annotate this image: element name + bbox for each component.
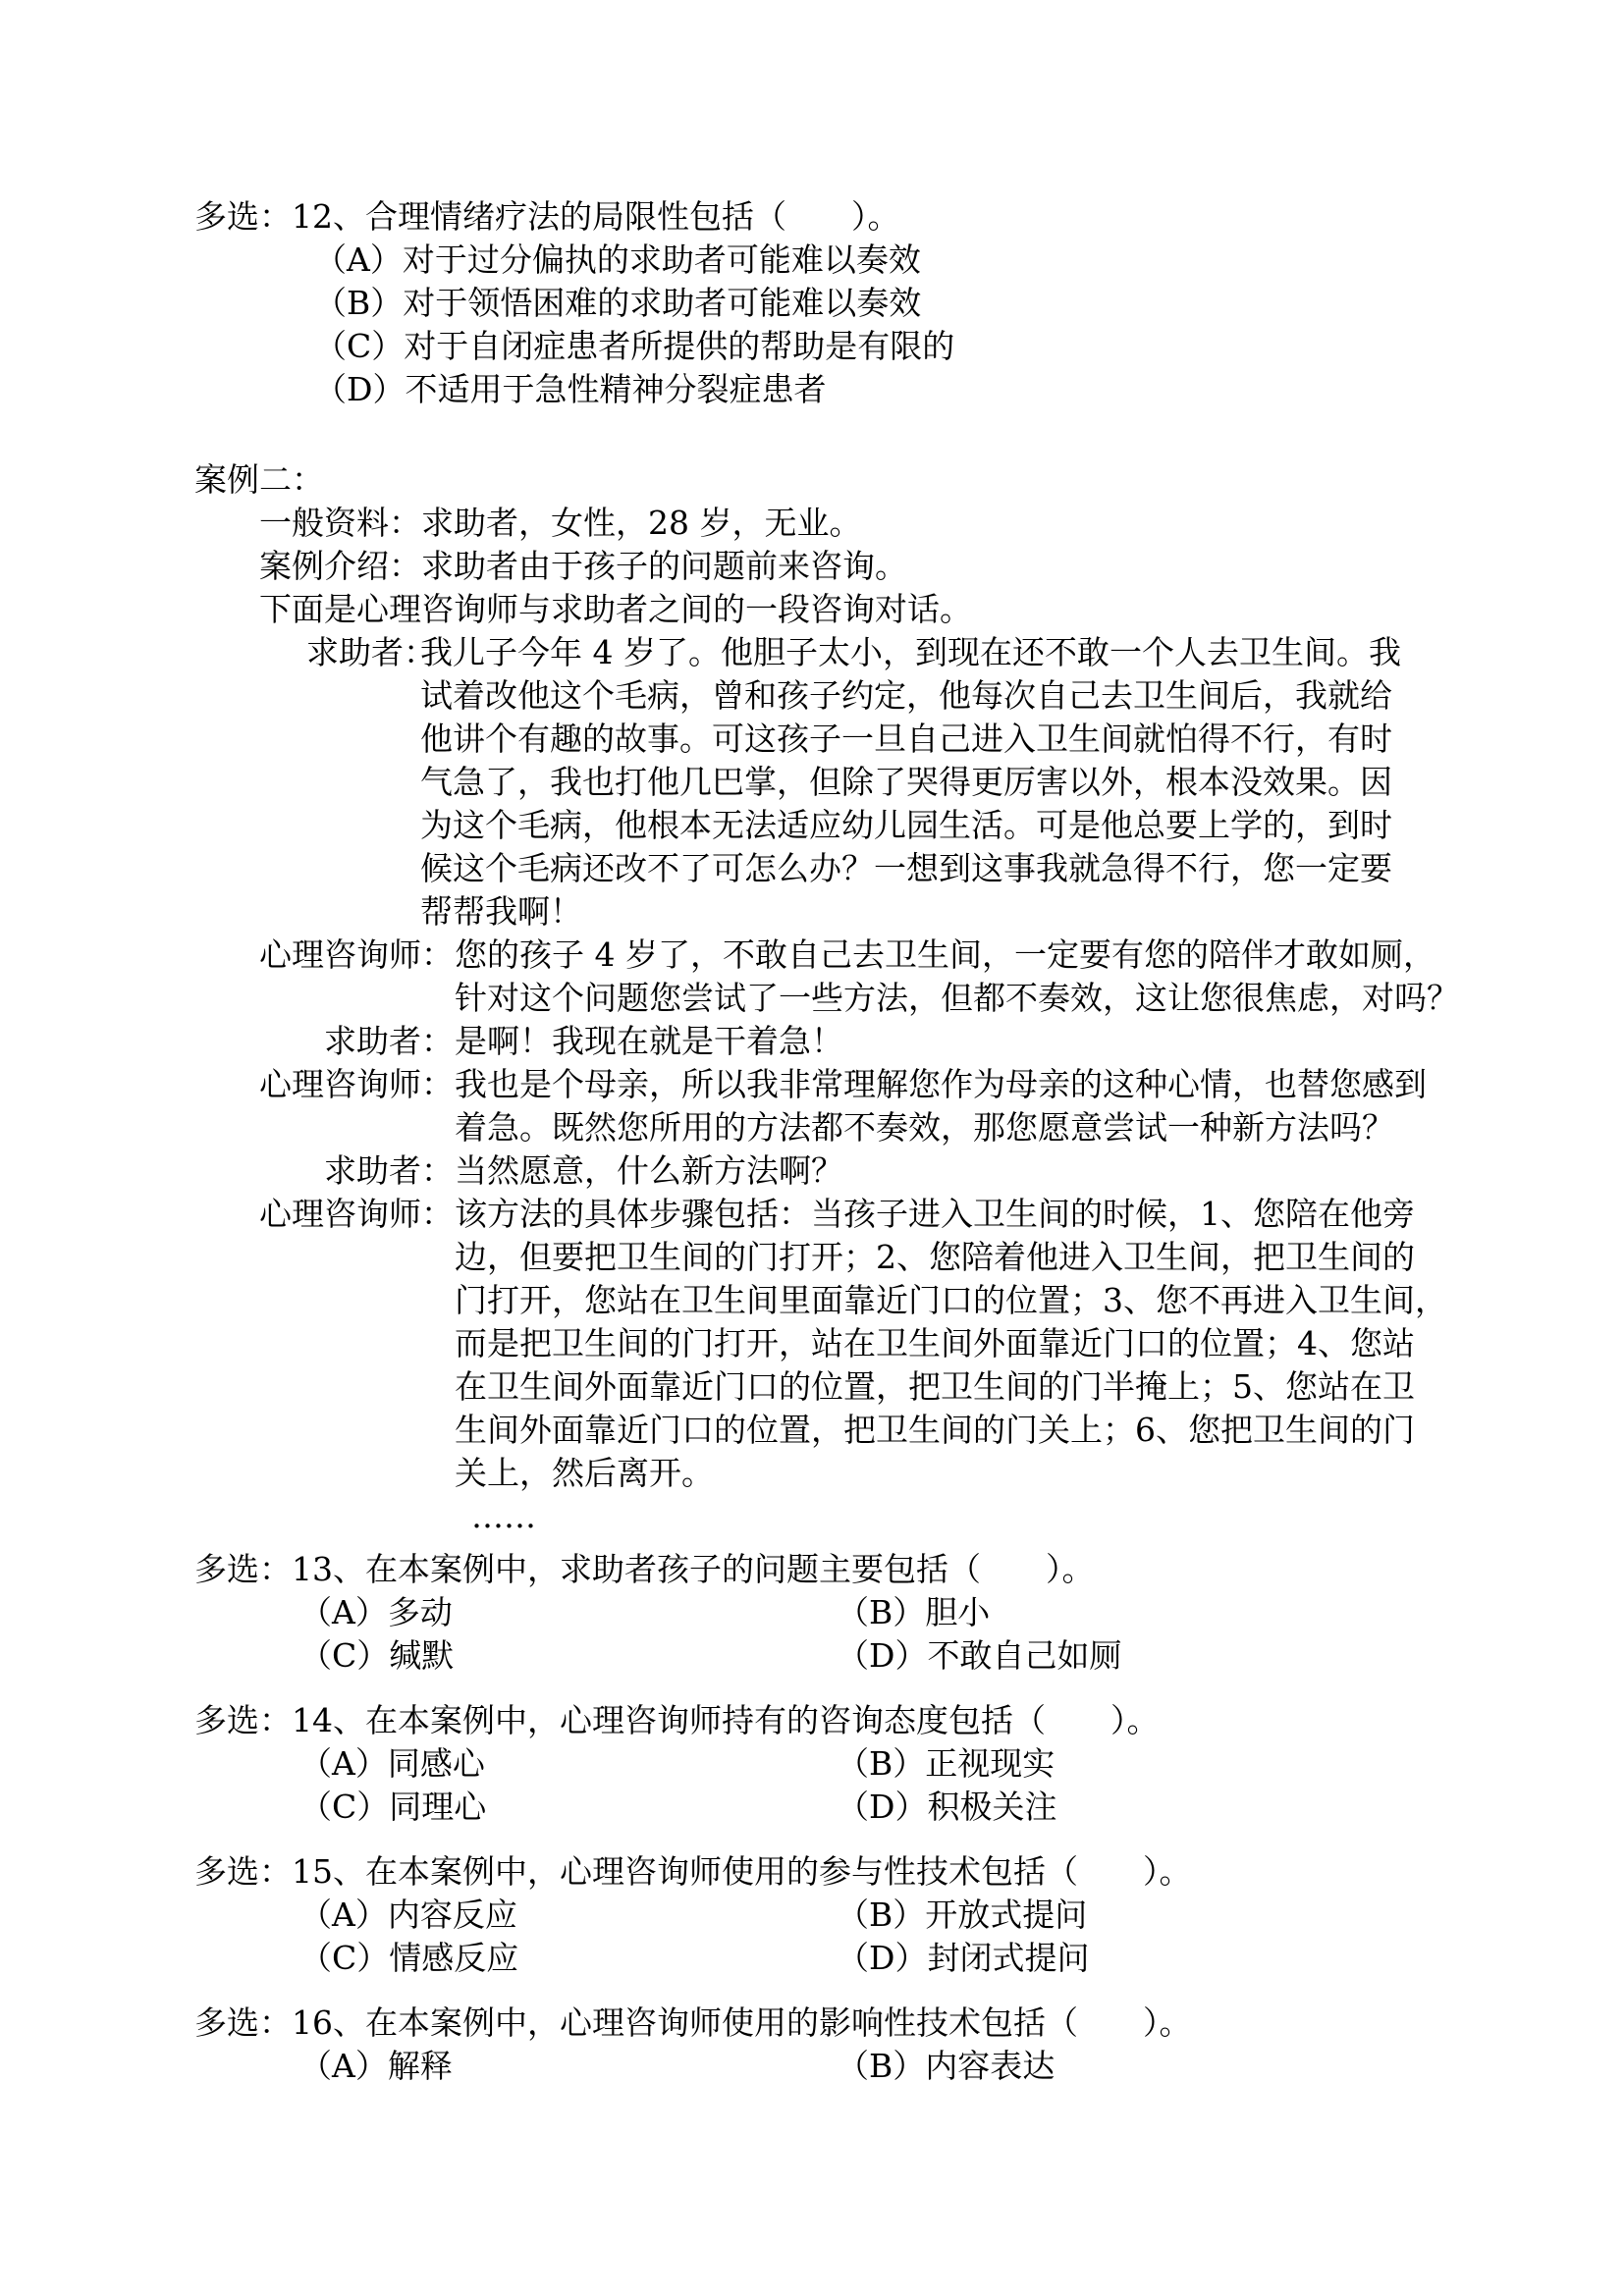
q12-stem: 多选：12、合理情绪疗法的局限性包括（ ）。 <box>194 197 900 236</box>
dialog-line: 试着改他这个毛病，曾和孩子约定，他每次自己去卫生间后，我就给 <box>420 676 1392 715</box>
dialog-line: 我儿子今年 4 岁了。他胆子太小，到现在还不敢一个人去卫生间。我 <box>420 633 1401 671</box>
q13-option-b: （B）胆小 <box>837 1593 991 1631</box>
q13-stem: 多选：13、在本案例中，求助者孩子的问题主要包括（ ）。 <box>194 1550 1095 1588</box>
dialog-line: 为这个毛病，他根本无法适应幼儿园生活。可是他总要上学的，到时 <box>420 806 1392 844</box>
q13-option-a: （A）多动 <box>299 1593 453 1631</box>
q12-option-d: （D）不适用于急性精神分裂症患者 <box>314 370 827 408</box>
q15-option-b: （B）开放式提问 <box>837 1896 1088 1934</box>
q16-stem: 多选：16、在本案例中，心理咨询师使用的影响性技术包括（ ）。 <box>194 2003 1192 2042</box>
q14-option-c: （C）同理心 <box>299 1788 487 1826</box>
q12-option-b: （B）对于领悟困难的求助者可能难以奏效 <box>314 284 922 322</box>
q15-option-a: （A）内容反应 <box>299 1896 517 1934</box>
dialog-line: 他讲个有趣的故事。可这孩子一旦自己进入卫生间就怕得不行，有时 <box>420 720 1392 758</box>
ellipsis: …… <box>471 1497 536 1535</box>
dialog-line: 针对这个问题您尝试了一些方法，但都不奏效，这让您很焦虑，对吗？ <box>455 979 1459 1017</box>
q13-option-c: （C）缄默 <box>299 1636 455 1675</box>
dialog-line: 在卫生间外面靠近门口的位置，把卫生间的门半掩上；5、您站在卫 <box>455 1367 1415 1406</box>
q15-stem: 多选：15、在本案例中，心理咨询师使用的参与性技术包括（ ）。 <box>194 1852 1192 1891</box>
dialog-line: 关上，然后离开。 <box>455 1454 714 1492</box>
q14-option-a: （A）同感心 <box>299 1744 485 1783</box>
dialog-speaker-counselor: 心理咨询师： <box>259 935 454 974</box>
dialog-line: 我也是个母亲，所以我非常理解您作为母亲的这种心情，也替您感到 <box>455 1065 1427 1103</box>
case2-general-info: 一般资料：求助者，女性，28 岁，无业。 <box>259 504 862 542</box>
case2-lead: 下面是心理咨询师与求助者之间的一段咨询对话。 <box>259 590 972 628</box>
q12-option-c: （C）对于自闭症患者所提供的帮助是有限的 <box>314 327 955 365</box>
q12-option-a: （A）对于过分偏执的求助者可能难以奏效 <box>314 240 921 279</box>
q14-stem: 多选：14、在本案例中，心理咨询师持有的咨询态度包括（ ）。 <box>194 1701 1160 1739</box>
q16-option-a: （A）解释 <box>299 2047 453 2085</box>
q14-option-b: （B）正视现实 <box>837 1744 1056 1783</box>
q15-option-d: （D）封闭式提问 <box>837 1939 1090 1977</box>
case2-title: 案例二： <box>194 460 324 499</box>
dialog-speaker-counselor: 心理咨询师： <box>259 1065 454 1103</box>
dialog-speaker-counselor: 心理咨询师： <box>259 1195 454 1233</box>
q15-option-c: （C）情感反应 <box>299 1939 519 1977</box>
dialog-speaker-client: 求助者： <box>324 1151 454 1190</box>
dialog-line: 候这个毛病还改不了可怎么办？一想到这事我就急得不行，您一定要 <box>420 849 1392 887</box>
dialog-line: 气急了，我也打他几巴掌，但除了哭得更厉害以外，根本没效果。因 <box>420 763 1392 801</box>
dialog-line: 您的孩子 4 岁了，不敢自己去卫生间，一定要有您的陪伴才敢如厕， <box>455 935 1435 974</box>
dialog-line: 当然愿意，什么新方法啊？ <box>455 1151 843 1190</box>
dialog-line: 生间外面靠近门口的位置，把卫生间的门关上；6、您把卫生间的门 <box>455 1411 1415 1449</box>
dialog-line: 是啊！我现在就是干着急！ <box>455 1022 843 1060</box>
case2-intro: 案例介绍：求助者由于孩子的问题前来咨询。 <box>259 547 907 585</box>
q14-option-d: （D）积极关注 <box>837 1788 1057 1826</box>
dialog-speaker-client: 求助者： <box>306 633 436 671</box>
dialog-line: 门打开，您站在卫生间里面靠近门口的位置；3、您不再进入卫生间， <box>455 1281 1447 1319</box>
dialog-line: 着急。既然您所用的方法都不奏效，那您愿意尝试一种新方法吗？ <box>455 1108 1394 1147</box>
dialog-line: 帮帮我啊！ <box>420 892 582 931</box>
dialog-line: 该方法的具体步骤包括：当孩子进入卫生间的时候，1、您陪在他旁 <box>455 1195 1415 1233</box>
dialog-line: 而是把卫生间的门打开，站在卫生间外面靠近门口的位置；4、您站 <box>455 1324 1415 1362</box>
q16-option-b: （B）内容表达 <box>837 2047 1056 2085</box>
q13-option-d: （D）不敢自己如厕 <box>837 1636 1122 1675</box>
dialog-line: 边，但要把卫生间的门打开；2、您陪着他进入卫生间，把卫生间的 <box>455 1238 1415 1276</box>
dialog-speaker-client: 求助者： <box>324 1022 454 1060</box>
